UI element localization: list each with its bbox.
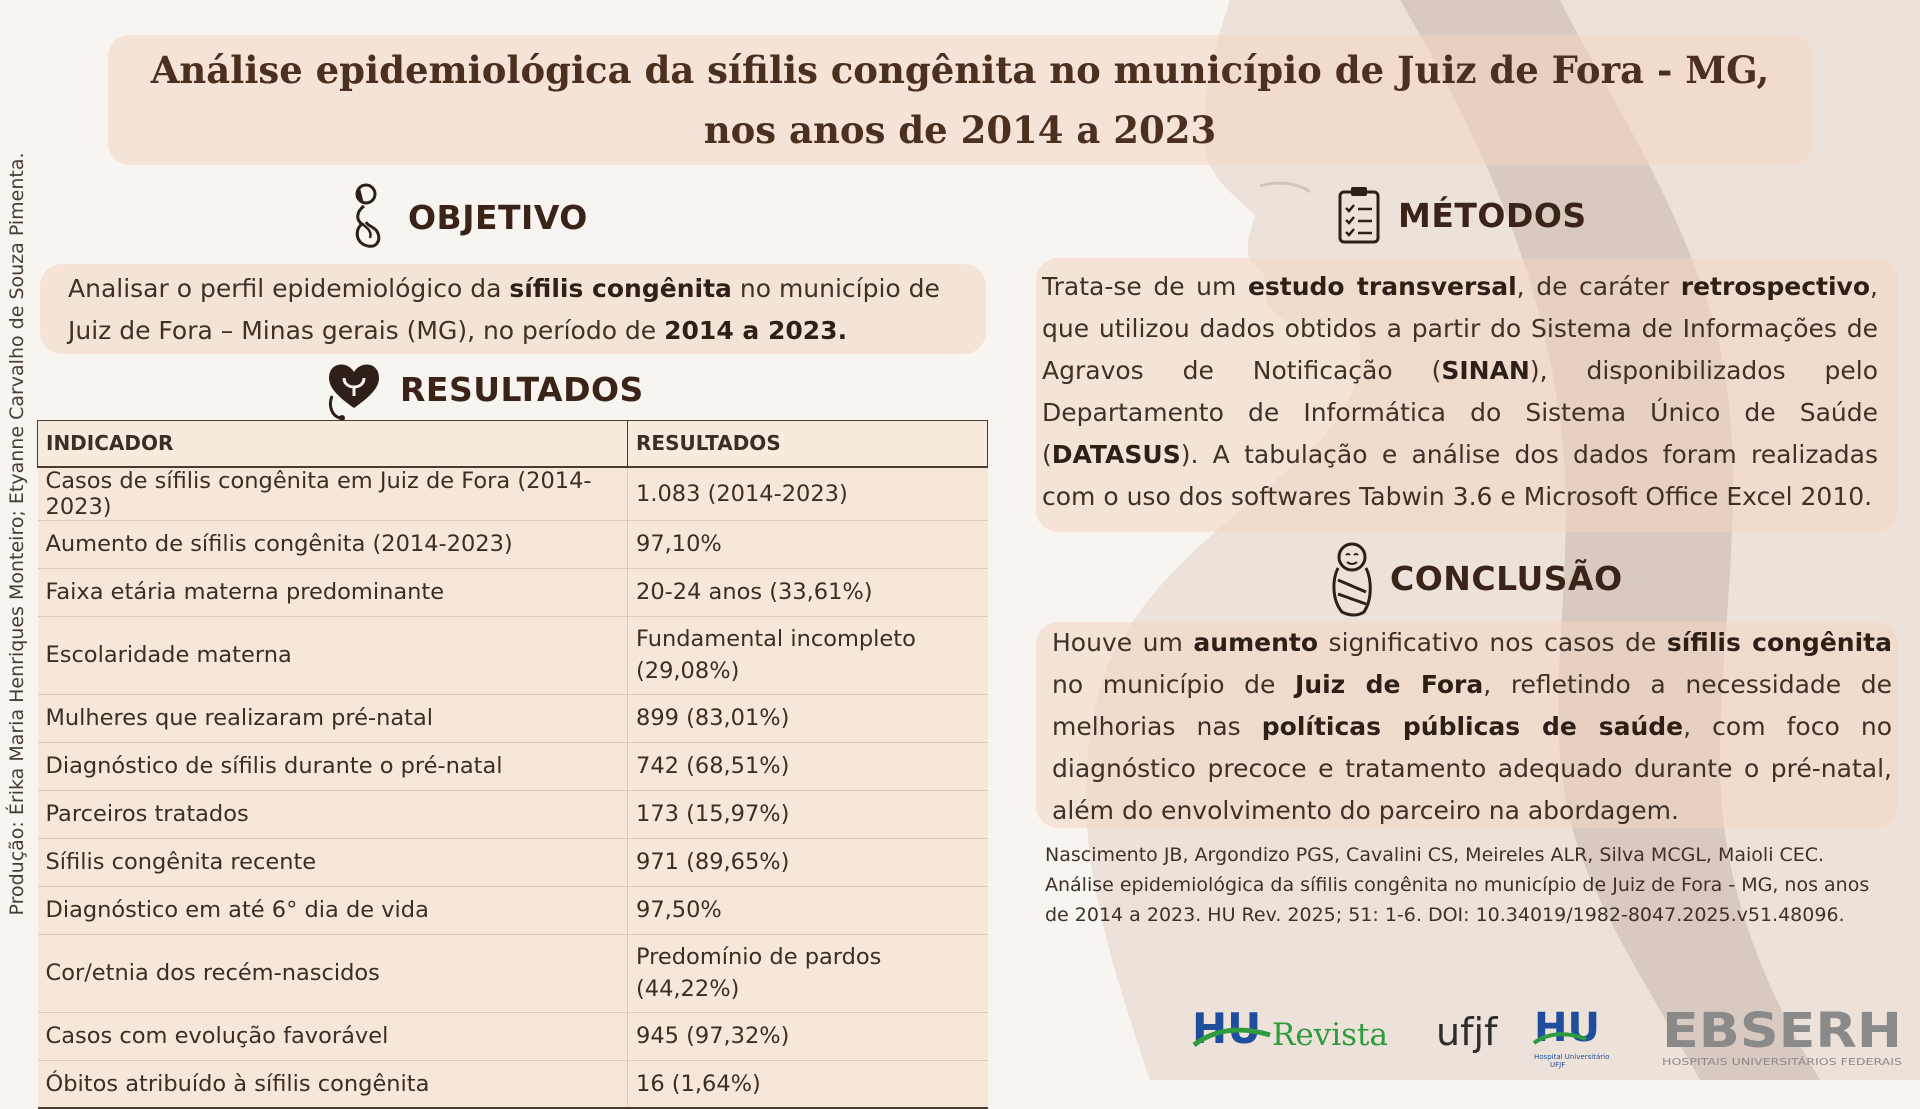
- objective-heading: OBJETIVO: [408, 197, 588, 237]
- indicator-cell: Aumento de sífilis congênita (2014-2023): [38, 520, 628, 568]
- conclusion-text-5: , com foco no diagnóstico precoce e tratamento adequado durante o pré-natal, além do envolvimento do parceiro na abordagem.: [1052, 712, 1892, 825]
- indicator-cell: Casos com evolução favorável: [38, 1012, 628, 1060]
- title-banner: [108, 35, 1812, 165]
- result-cell: 742 (68,51%): [628, 742, 988, 790]
- ufjf-logo: ufjf: [1436, 1010, 1498, 1054]
- objective-text-2: no município de Juiz de Fora – Minas gerais (MG), no período de: [68, 274, 940, 345]
- heart-stethoscope-icon: [324, 356, 384, 422]
- table-row: [38, 616, 988, 694]
- indicator-cell: Sífilis congênita recente: [38, 838, 628, 886]
- conclusion-header: [1330, 540, 1623, 616]
- methods-bold-3: SINAN: [1441, 356, 1530, 385]
- methods-bold-2: retrospectivo: [1680, 272, 1871, 301]
- conclusion-text-1: Houve um: [1052, 628, 1194, 657]
- table-row: [38, 790, 988, 838]
- methods-text-4: ), disponibilizados pelo Departamento de Informática do Sistema Único de Saúde (: [1042, 356, 1879, 469]
- result-cell: 173 (15,97%): [628, 790, 988, 838]
- conclusion-bold-1: aumento: [1193, 628, 1319, 657]
- indicator-cell: Mulheres que realizaram pré-natal: [38, 694, 628, 742]
- hu-hospital-logo-hu: HU: [1534, 1005, 1600, 1051]
- objective-bold-1: sífilis congênita: [509, 274, 732, 303]
- result-cell: 971 (89,65%): [628, 838, 988, 886]
- objective-box: [40, 264, 986, 354]
- result-cell: 97,50%: [628, 886, 988, 934]
- objective-header: [342, 182, 588, 252]
- objective-text-1: Analisar o perfil epidemiológico da: [68, 274, 510, 303]
- ebserh-logo-sub: HOSPITAIS UNIVERSITÁRIOS FEDERAIS: [1662, 1057, 1853, 1068]
- conclusion-bold-4: políticas públicas de saúde: [1261, 712, 1684, 741]
- indicator-cell: Óbitos atribuído à sífilis congênita: [38, 1060, 628, 1108]
- indicator-cell: Cor/etnia dos recém-nascidos: [38, 934, 628, 1012]
- result-cell: 20-24 anos (33,61%): [628, 568, 988, 616]
- table-row: [38, 886, 988, 934]
- hu-hospital-logo: [1534, 1005, 1609, 1069]
- result-cell: 945 (97,32%): [628, 1012, 988, 1060]
- conclusion-text-3: no município de: [1052, 670, 1296, 699]
- methods-text-5: ). A tabulação e análise dos dados foram realizadas com o uso dos softwares Tabwin 3.6 e Microsoft Office Excel 2010.: [1042, 440, 1878, 511]
- ebserh-logo-name: EBSERH: [1662, 1003, 1902, 1059]
- results-heading: RESULTADOS: [400, 369, 644, 409]
- table-row: [38, 742, 988, 790]
- author-credits-text: Produção: Érika Maria Henriques Monteiro; Etyanne Carvalho de Souza Pimenta.: [6, 152, 28, 916]
- methods-text-2: , de caráter: [1516, 272, 1681, 301]
- result-cell: 97,10%: [628, 520, 988, 568]
- indicator-cell: Diagnóstico de sífilis durante o pré-natal: [38, 742, 628, 790]
- methods-text-3: , que utilizou dados obtidos a partir do Sistema de Informações de Agravos de Notificação (: [1042, 272, 1878, 385]
- pregnant-woman-icon: [342, 182, 392, 252]
- indicator-cell: Casos de sífilis congênita em Juiz de Fora (2014-2023): [38, 467, 628, 521]
- methods-text-1: Trata-se de um: [1042, 272, 1248, 301]
- table-header-row: [38, 421, 988, 467]
- conclusion-text-4: , refletindo a necessidade de melhorias nas: [1052, 670, 1892, 741]
- methods-bold-1: estudo transversal: [1247, 272, 1517, 301]
- hu-hospital-logo-sub2: UFJF: [1550, 1061, 1566, 1069]
- result-cell: 16 (1,64%): [628, 1060, 988, 1108]
- table-row: [38, 1012, 988, 1060]
- swaddled-baby-icon: [1330, 540, 1374, 616]
- objective-bold-2: 2014 a 2023.: [664, 316, 848, 345]
- result-cell: Fundamental incompleto (29,08%): [628, 616, 988, 694]
- conclusion-box: [1036, 622, 1898, 828]
- conclusion-heading: CONCLUSÃO: [1390, 558, 1623, 598]
- logos-bar: [1190, 995, 1910, 1075]
- results-header: [324, 356, 644, 422]
- indicator-cell: Parceiros tratados: [38, 790, 628, 838]
- column-header-indicator: INDICADOR: [38, 421, 628, 467]
- hu-hospital-logo-sub1: Hospital Universitário: [1534, 1053, 1610, 1061]
- page-title: Análise epidemiológica da sífilis congênita no município de Juiz de Fora - MG, nos anos de 2014 a 2023: [150, 48, 1770, 152]
- column-header-results: RESULTADOS: [628, 421, 988, 467]
- clipboard-checklist-icon: [1336, 184, 1382, 246]
- conclusion-bold-3: Juiz de Fora: [1295, 670, 1484, 699]
- hu-revista-logo: [1192, 1004, 1388, 1053]
- indicator-cell: Diagnóstico em até 6° dia de vida: [38, 886, 628, 934]
- table-row: [38, 568, 988, 616]
- indicator-cell: Escolaridade materna: [38, 616, 628, 694]
- table-row: [38, 520, 988, 568]
- result-cell: 899 (83,01%): [628, 694, 988, 742]
- table-row: [38, 467, 988, 521]
- table-row: [38, 934, 988, 1012]
- conclusion-text-2: significativo nos casos de: [1318, 628, 1667, 657]
- author-credits: [5, 152, 29, 916]
- result-cell: 1.083 (2014-2023): [628, 467, 988, 521]
- methods-box: [1036, 258, 1898, 532]
- hu-revista-logo-revista: Revista: [1272, 1017, 1388, 1053]
- indicator-cell: Faixa etária materna predominante: [38, 568, 628, 616]
- table-row: [38, 1060, 988, 1108]
- methods-bold-4: DATASUS: [1051, 440, 1181, 469]
- hu-revista-logo-hu: HU: [1192, 1004, 1262, 1053]
- table-row: [38, 694, 988, 742]
- methods-heading: MÉTODOS: [1398, 195, 1587, 235]
- ebserh-logo: [1662, 1003, 1902, 1068]
- table-row: [38, 838, 988, 886]
- methods-header: [1336, 184, 1587, 246]
- results-table: [37, 420, 988, 1109]
- reference-citation: Nascimento JB, Argondizo PGS, Cavalini CS, Meireles ALR, Silva MCGL, Maioli CEC. Análise epidemiológica da sífilis congênita no município de Juiz de Fora - MG, nos anos de 2014 a 2023. HU Rev. 2025; 51: 1-6. DOI: 10.34019/1982-8047.2025.v51.48096.: [1045, 844, 1870, 926]
- conclusion-bold-2: sífilis congênita: [1666, 628, 1892, 657]
- result-cell: Predomínio de pardos (44,22%): [628, 934, 988, 1012]
